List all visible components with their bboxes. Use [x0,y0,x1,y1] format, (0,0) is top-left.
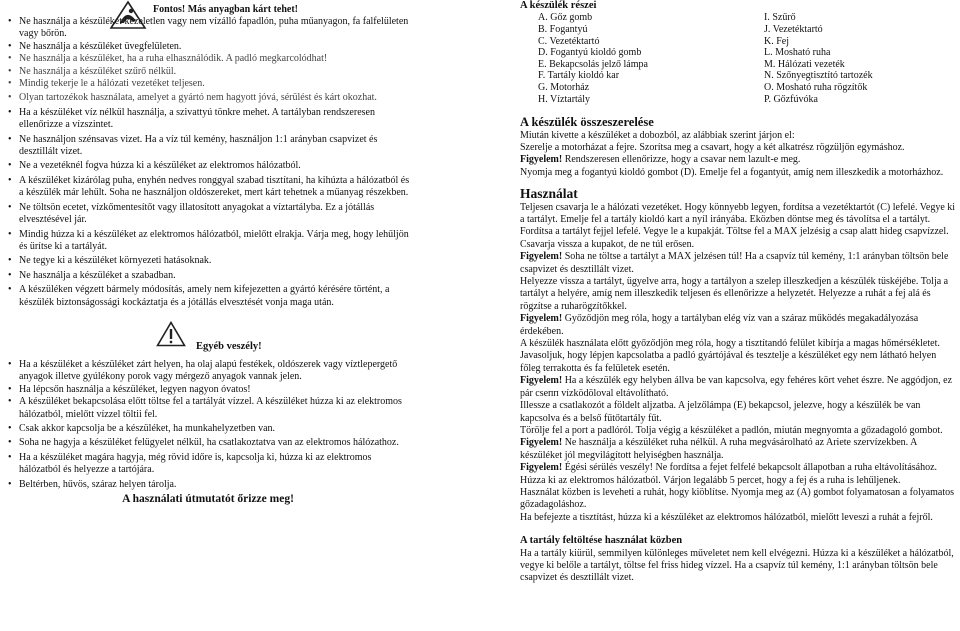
list-item: • A készüléket bekapcsolása előtt töltse fel a tartályát vízzel. A készüléket húzza ki az elektromos hálózatból, mielőtt vízzel töltii fel. [6,396,410,421]
list-item: • Mindig tekerje le a hálózati vezetéket teljesen. [6,78,410,90]
paragraph: Nyomja meg a fogantyú kioldó gombot (D). Emelje fel a fogantyút, amíg nem illeszkedik a motorházhoz. [520,166,944,178]
paragraph: Ha befejezte a tisztítást, húzza ki a készüléket az elektromos hálózatból, mielőtt leveszi a ruhát a fejről. [520,511,933,523]
usage-text [520,202,956,525]
warning-header [6,2,410,16]
part-item: E. Bekapcsolás jelző lámpa [538,58,648,70]
list-item: • A készüléken végzett bármely módosítás, amely nem kifejezetten a gyártó kérésére történt, a készülék biztonságossági kockáztatja és a jótállás elvesztését vonja maga után. [6,284,410,309]
list-item: • A készüléket kizárólag puha, enyhén nedves ronggyal szabad tisztítani, ha kihúzta a hálózatból és a készülék már lehűlt. Soha ne használjon oldószereket, mert kárt tehetnek a műanyag részekben. [6,175,410,200]
list-item: • Ne használja a készüléket, ha a ruha elhasználódik. A padló megkarcolódhat! [6,53,410,65]
part-item: I. Szűrő [764,12,796,24]
part-item: A. Gőz gomb [538,12,593,24]
list-item: • Csak akkor kapcsolja be a készüléket, ha munkahelyzetben van. [6,423,410,435]
assembly-title: A készülék összeszerelése [520,115,654,130]
part-item: G. Motorház [538,81,590,93]
part-item: J. Vezetéktartó [764,24,823,35]
part-item: F. Tartály kioldó kar [538,70,620,82]
list-item: • Ne tegye ki a készüléket környezeti hatásoknak. [6,255,410,267]
part-item: D. Fogantyú kioldó gomb [538,47,642,59]
assembly-text [520,130,956,180]
part-item: M. Hálózati vezeték [764,58,845,70]
part-item: P. Gőzfúvóka [764,93,818,105]
parts-list [538,12,956,105]
paragraph: Miután kivette a készüléket a dobozból, az alábbiak szerint járjon el: [520,129,795,141]
paragraph: Figyelem! Ha a készülék egy helyben állva be van kapcsolva, egy fehéres kört vehet észre. Ne aggódjon, ez pár cseпп vízködöloval eltávolítható. [520,375,953,399]
paragraph: Figyelem! Égési sérülés veszély! Ne fordítsa a fejet felfelé bekapcsolt állapotban a ruha eltávolításához. Húzza ki az elektromos hálózatból. Várjon legalább 5 percet, hogy a fej és a ruha is lehűljenek. [520,462,938,486]
paragraph: Szerelje a motorházat a fejre. Szorítsa meg a csavart, hogy a két alkatrész rögzüljön egymáshoz. [520,141,905,153]
list-item: • Olyan tartozékok használata, amelyet a gyártó nem hagyott jóvá, sérülést és kárt okozhat. [6,92,410,104]
usage-title: Használat [520,186,578,202]
paragraph: Teljesen csavarja le a hálózati vezetéket. Hogy könnyebb legyen, fordítsa a vezetéktartót (C) lefelé. Vegye ki a tartályt. Emelje fel a tartály kioldó kart a nyíl irányába. Eközben döntse meg és távolítsa el a tartályt. Fordítsa a tartályt fejjel lefelé. Vegye le a kupakját. Töltse fel a MAX jelzésig a csap alatt hideg csapvízzel. Csavarja vissza a kupakot, de ne túl erősen. [520,201,956,250]
danger-header [6,319,410,355]
left-column [6,0,410,505]
paragraph: Törölje fel a port a padlóról. Tolja végig a készüléket a padlón, miután megnyomta a gőzadagoló gombot. [520,424,943,436]
paragraph: Illessze a csatlakozót a földelt aljzatba. A jelzőlámpa (E) bekapcsol, jelezve, hogy a készülék be van kapcsolva és a belső fűtőtartály fűt. [520,400,921,424]
list-item: • Ne használja a készüléket a szabadban. [6,270,410,282]
part-item: N. Szőnyegtisztító tartozék [764,70,873,82]
warning-title: Fontos! Más anyagban kárt tehet! [153,4,298,15]
parts-title: A készülék részei [520,0,597,11]
list-item: • Ha a készüléket a készüléket zárt helyen, ha olaj alapú festékek, oldószerek vagy víztlepergető anyagok illetve gyúlékony porok vagy mérgező anyagok vannak jelen. [6,359,410,384]
part-item: B. Fogantyú [538,24,588,35]
list-item: • Ne használja a készüléket üvegfelületen. [6,41,410,53]
list-item: • Ne használjon szénsavas vizet. Ha a víz túl kemény, használjon 1:1 arányban csapvizet és desztillált vizet. [6,134,410,159]
tank-refill-title: A tartály feltöltése használat közben [520,535,683,547]
keep-manual-note: A használati útmutatót őrizze meg! [122,493,294,505]
list-item: • Ne töltsön ecetet, vízkőmentesítőt vagy illatosított anyagokat a víztartályba. Ez a jótállás elvesztésével jár. [6,202,410,227]
list-item: • Beltérben, hűvös, száraz helyen tárolja. [6,479,410,491]
danger-list [6,359,410,491]
paragraph: Használat közben is leveheti a ruhát, hogy kiöblítse. Nyomja meg az (A) gombot folyamatosan a folyamatos gőzadagoláshoz. [520,486,955,511]
paragraph: Figyelem! Ne használja a készüléket ruha nélkül. A ruha megvásárolható az Ariete szervízekben. A készüléket jól megvilágított helyiségben használja. [520,437,917,461]
tank-refill-text: Ha a tartály kiürül, semmilyen különleges műveletet nem kell elvégezni. Húzza ki a készüléket a hálózatból, vegye ki belőle a tartályt, töltse fel friss hideg vízzel. Ha a csapvíz túl kemény, 1:1 arányban töltsön bele csapvizet és desztillált vizet. [520,547,954,584]
paragraph: Figyelem! Rendszeresen ellenőrizze, hogy a csavar nem lazult-e meg. [520,154,801,166]
paragraph: Helyezze vissza a tartályt, ügyelve arra, hogy a tartályon a szelep illeszkedjen a készülék tüskéjébe. Tolja a tartályt a helyére, amíg nem illeszkedik teljesen és ellenőrizze a helyzetét. Helyezze a ruhát a fej alá és rögzítse a ruharögzítőkkel. [520,276,949,312]
part-item: O. Mosható ruha rögzítők [764,81,868,93]
list-item: • Ne a vezetéknél fogva húzza ki a készüléket az elektromos hálózatból. [6,160,410,172]
right-column [520,0,956,585]
part-item: C. Vezetéktartó [538,35,600,47]
list-item: • Ha a készüléket víz nélkül használja, a szivattyú tönkre mehet. A tartályban rendszeresen ellenőrizze a vízszintet. [6,107,410,132]
paragraph: Figyelem! Győződjön meg róla, hogy a tartályban elég víz van a száraz működés megakadályozása érdekében. [520,313,919,337]
list-item: • Soha ne hagyja a készüléket felügyelet nélkül, ha csatlakoztatva van az elektromos hálózathoz. [6,437,410,449]
part-item: H. Víztartály [538,93,591,105]
warning-list [6,16,410,309]
list-item: • Mindig húzza ki a készüléket az elektromos hálózatból, mielőtt elrakja. Várja meg, hogy lehűljön és ürítse ki a tartályát. [6,229,410,254]
part-item: K. Fej [764,35,789,47]
danger-title: Egyéb veszély! [196,340,262,352]
list-item: • Ne használja a készüléket kezeletlen vagy nem vízálló fapadlón, puha műanyagon, fa falfelületen vagy bőrön. [6,16,410,41]
list-item: • Ne használja a készüléket szűrő nélkül. [6,66,410,78]
exclamation-triangle-icon [156,321,186,347]
list-item: • Ha lépcsőn használja a készüléket, legyen nagyon óvatos! [6,384,410,396]
part-item: L. Mosható ruha [764,47,831,59]
list-item: • Ha a készüléket magára hagyja, még rövid időre is, kapcsolja ki, húzza ki az elektromos hálózatból és helyezze a tartójára. [6,452,410,477]
paragraph: A készülék használata előtt győződjön meg róla, hogy a tisztítandó felület kibírja a magas hőmérsékletet. Javasoljuk, hogy lépjen kapcsolatba a padló gyártójával és tesztelje a készüléket egy nem látható helyen főleg terrakotta és fa felületek esetén. [520,338,940,374]
paragraph: Figyelem! Soha ne töltse a tartályt a MAX jelzésen túl! Ha a csapvíz túl kemény, 1:1 arányban töltsön bele csapvizet és desztillált vizet. [520,251,949,275]
